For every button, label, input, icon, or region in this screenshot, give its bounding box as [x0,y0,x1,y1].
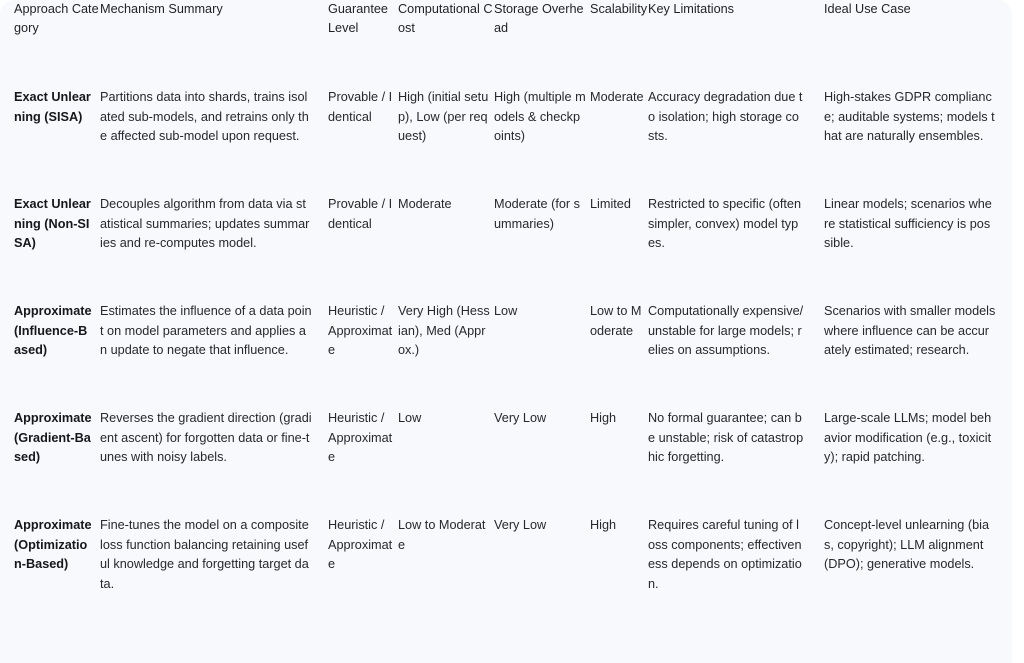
cell-ideal-use-case: Linear models; scenarios where statistical sufficiency is possible. [824,197,992,250]
cell-computational-cost: Moderate [398,197,452,211]
column-header-ideal-use-case: Ideal Use Case [824,2,911,16]
cell-approach-category: Approximate (Gradient-Based) [14,411,92,464]
cell-approach-category: Approximate (Optimization-Based) [14,518,92,571]
table-row [0,516,1012,636]
cell-mechanism-summary: Decouples algorithm from data via statistical summaries; updates summaries and re-computes model. [100,197,310,250]
cell-storage-overhead: Very Low [494,518,547,532]
cell-scalability: High [590,411,617,425]
cell-computational-cost: Very High (Hessian), Med (Approx.) [398,304,490,357]
table-header-row [0,0,1012,88]
table-header [0,0,1012,88]
table-row [0,302,1012,409]
column-header-mechanism-summary: Mechanism Summary [100,2,223,16]
column-header-scalability: Scalability [590,2,648,16]
cell-ideal-use-case: High-stakes GDPR compliance; auditable systems; models that are naturally ensembles. [824,90,995,143]
cell-mechanism-summary: Partitions data into shards, trains isolated sub-models, and retrains only the affected sub-model upon request. [100,90,309,143]
cell-computational-cost: High (initial setup), Low (per request) [398,90,489,143]
cell-guarantee-level: Provable / Identical [328,197,393,231]
cell-scalability: Limited [590,197,631,211]
cell-key-limitations: Restricted to specific (often simpler, convex) model types. [648,197,802,250]
cell-guarantee-level: Heuristic / Approximate [328,518,393,571]
cell-scalability: High [590,518,617,532]
cell-guarantee-level: Provable / Identical [328,90,393,124]
table-body [0,88,1012,636]
cell-guarantee-level: Heuristic / Approximate [328,304,393,357]
column-header-approach-category: Approach Category [14,2,99,35]
cell-approach-category: Approximate (Influence-Based) [14,304,92,357]
cell-storage-overhead: High (multiple models & checkpoints) [494,90,586,143]
cell-approach-category: Exact Unlearning (SISA) [14,90,91,124]
cell-key-limitations: No formal guarantee; can be unstable; risk of catastrophic forgetting. [648,411,804,464]
cell-ideal-use-case: Scenarios with smaller models where influence can be accurately estimated; research. [824,304,996,357]
cell-scalability: Moderate [590,90,644,104]
cell-key-limitations: Accuracy degradation due to isolation; high storage costs. [648,90,803,143]
cell-mechanism-summary: Reverses the gradient direction (gradient ascent) for forgotten data or fine-tunes with noisy labels. [100,411,312,464]
column-header-key-limitations: Key Limitations [648,2,735,16]
cell-ideal-use-case: Large-scale LLMs; model behavior modification (e.g., toxicity); rapid patching. [824,411,992,464]
cell-scalability: Low to Moderate [590,304,642,338]
cell-mechanism-summary: Fine-tunes the model on a composite loss function balancing retaining useful knowledge and forgetting target data. [100,518,309,591]
cell-storage-overhead: Moderate (for summaries) [494,197,581,231]
column-header-storage-overhead: Storage Overhead [494,2,584,35]
cell-computational-cost: Low [398,411,422,425]
table-row [0,88,1012,195]
cell-ideal-use-case: Concept-level unlearning (bias, copyright); LLM alignment (DPO); generative models. [824,518,990,571]
table-row [0,195,1012,302]
column-header-guarantee-level: Guarantee Level [328,2,388,35]
cell-computational-cost: Low to Moderate [398,518,486,552]
cell-key-limitations: Computationally expensive/unstable for large models; relies on assumptions. [648,304,804,357]
cell-key-limitations: Requires careful tuning of loss components; effectiveness depends on optimization. [648,518,802,591]
column-header-computational-cost: Computational Cost [398,2,493,35]
cell-approach-category: Exact Unlearning (Non-SISA) [14,197,91,250]
table-row [0,409,1012,516]
cell-mechanism-summary: Estimates the influence of a data point on model parameters and applies an update to negate that influence. [100,304,312,357]
cell-guarantee-level: Heuristic / Approximate [328,411,393,464]
cell-storage-overhead: Very Low [494,411,547,425]
cell-storage-overhead: Low [494,304,518,318]
